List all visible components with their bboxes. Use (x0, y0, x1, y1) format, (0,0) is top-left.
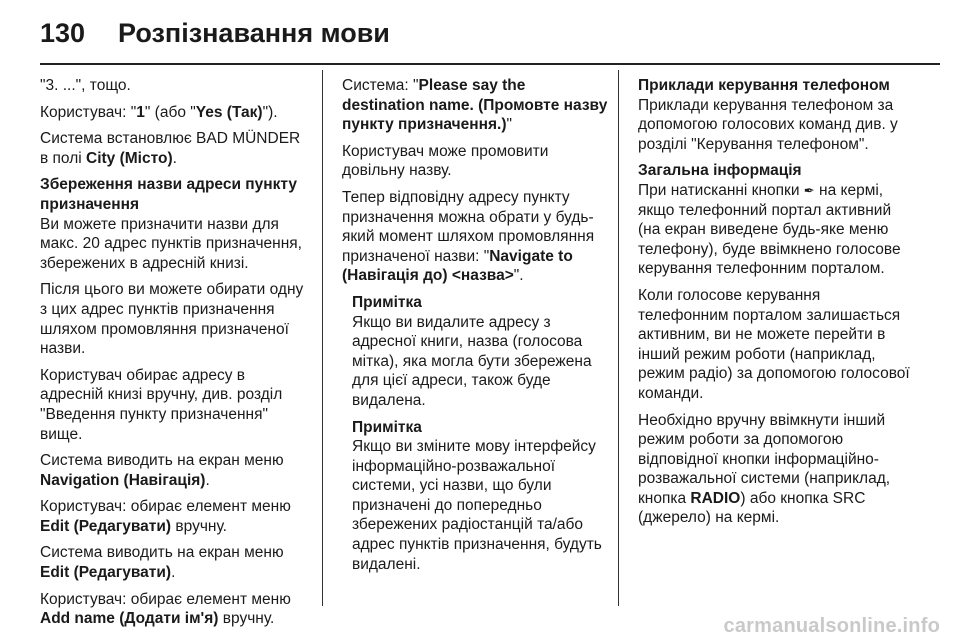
note-title: Примітка (352, 418, 422, 436)
note-text: Якщо ви зміните мову інтерфейсу інформаційно-розважальної системи, усі назви, що були призначені до попередньо збережених радіостанцій та/або адрес пунктів призначення, будуть видалені. (352, 438, 602, 573)
note-title: Примітка (352, 293, 422, 311)
paragraph: Тепер відповідну адресу пункту призначення можна обрати у будь-який момент шляхом промовляння призначеної назви: "Navigate to (Навігація до) <назва>". (342, 188, 595, 285)
paragraph: Після цього ви можете обирати одну з цих адрес пунктів призначення шляхом промовляння призначеної назви. (40, 281, 304, 358)
phone-voice-icon: ✒ (803, 182, 815, 198)
paragraph: Коли голосове керування телефонним порталом залишається активним, ви не можете перейти в інший режим роботи (наприклад, режим радіо) за допомогою голосової команди. (638, 286, 910, 402)
note-box (352, 293, 612, 411)
paragraph: При натисканні кнопки ✒ на кермі, якщо телефонний портал активний (на екран виведене будь-яке меню телефону), буде ввімкнено голосове керування телефонним порталом. (638, 181, 901, 278)
watermark: carmanualsonline.info (723, 615, 940, 637)
header-rule (40, 63, 940, 65)
paragraph: Ви можете призначити назви для макс. 20 адрес пунктів призначення, збережених в адресній книзі. (40, 215, 302, 272)
paragraph: Система виводить на екран меню Navigation (Навігація). (40, 452, 284, 489)
paragraph: Система: "Please say the destination name. (Промовте назву пункту призначення.)" (342, 77, 608, 134)
column-3 (638, 76, 910, 535)
column-1 (40, 76, 312, 636)
page-title: Розпізнавання мови (118, 18, 390, 48)
column-divider (618, 70, 619, 606)
paragraph: Система встановлює BAD MÜNDER в полі City (Місто). (40, 130, 301, 167)
note-text: Якщо ви видалите адресу з адресної книги, назва (голосова мітка), яка могла бути збережена для цієї адреси, також буде видалена. (352, 313, 592, 409)
section-heading: Загальна інформація (638, 162, 802, 180)
section-heading: Збереження назви адреси пункту призначення (40, 176, 298, 213)
paragraph: Приклади керування телефоном за допомогою голосових команд див. у розділі "Керування телефоном". (638, 96, 898, 153)
page-header (0, 0, 960, 60)
paragraph: Користувач може промовити довільну назву. (342, 142, 549, 180)
paragraph: Користувач: обирає елемент меню Edit (Редагувати) вручну. (40, 498, 291, 535)
paragraph: Користувач обирає адресу в адресній книзі вручну, див. розділ "Введення пункту призначення" вище. (40, 366, 283, 443)
paragraph: Система виводить на екран меню Edit (Редагувати). (40, 544, 284, 582)
paragraph: Користувач: "1" (або "Yes (Так)"). (40, 103, 278, 121)
note-box (352, 418, 612, 575)
section-heading: Приклади керування телефоном (638, 77, 890, 94)
paragraph: "3. ...", тощо. (40, 77, 131, 94)
column-2 (342, 76, 612, 581)
paragraph: Необхідно вручну ввімкнути інший режим роботи за допомогою відповідної кнопки інформаційно-розважальної системи (наприклад, кнопка RADIO) або кнопка SRC (джерело) на кермі. (638, 411, 891, 527)
page-number: 130 (40, 18, 86, 48)
paragraph: Користувач: обирає елемент меню Add name (Додати ім'я) вручну. (40, 590, 291, 628)
column-divider (322, 70, 323, 606)
